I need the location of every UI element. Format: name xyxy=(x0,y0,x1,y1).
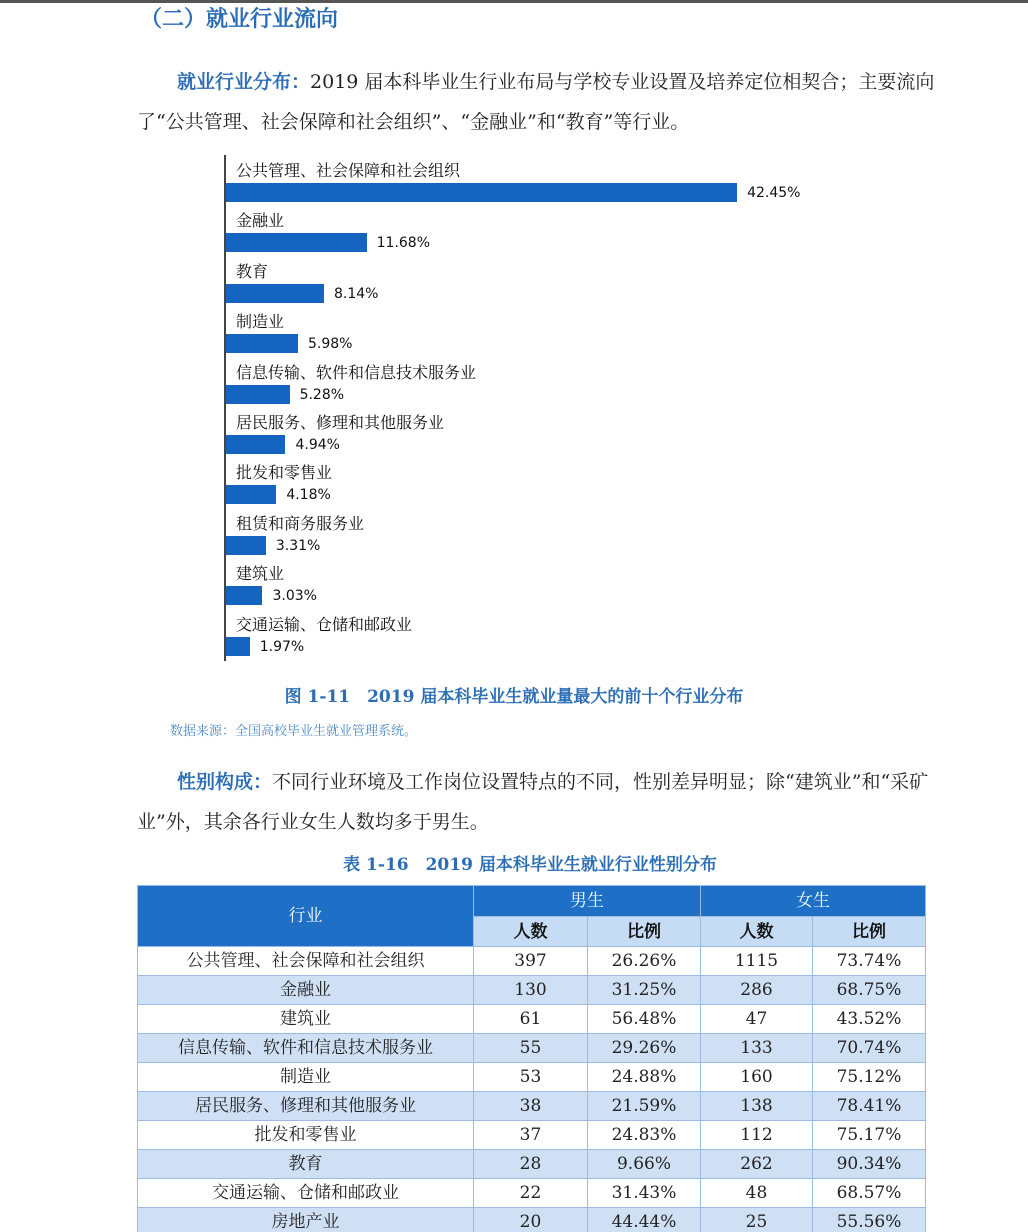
category-label: 批发和零售业 xyxy=(236,463,333,483)
table-row xyxy=(138,1150,926,1179)
bar xyxy=(226,485,276,504)
data-label: 11.68% xyxy=(376,235,431,252)
male-count-cell: 28 xyxy=(474,1150,588,1179)
chart-axis xyxy=(224,155,226,661)
male-ratio-cell: 24.88% xyxy=(588,1063,701,1092)
male-ratio-cell: 21.59% xyxy=(588,1092,701,1121)
male-count-cell: 20 xyxy=(474,1208,588,1232)
industry-cell: 批发和零售业 xyxy=(138,1121,474,1150)
male-count-cell: 53 xyxy=(474,1063,588,1092)
male-ratio-cell: 29.26% xyxy=(588,1034,701,1063)
category-label: 居民服务、修理和其他服务业 xyxy=(236,413,445,432)
section-heading: （二）就业行业流向 xyxy=(140,7,339,32)
male-ratio-cell: 31.43% xyxy=(588,1179,701,1208)
female-count-cell: 112 xyxy=(701,1121,813,1150)
bar xyxy=(226,385,290,404)
table-row xyxy=(138,1034,926,1063)
table-row xyxy=(138,1092,926,1121)
category-label: 教育 xyxy=(236,261,269,281)
female-count-cell: 262 xyxy=(701,1150,813,1179)
male-count-cell: 22 xyxy=(474,1179,588,1208)
data-label: 3.31% xyxy=(275,537,321,554)
header-female: 女生 xyxy=(701,886,926,917)
female-ratio-cell: 55.56% xyxy=(813,1208,926,1232)
male-count-cell: 397 xyxy=(474,947,588,976)
data-label: 5.98% xyxy=(307,336,353,353)
header-male-ratio: 比例 xyxy=(588,917,701,947)
header-industry: 行业 xyxy=(138,886,474,947)
data-label: 8.14% xyxy=(334,285,379,302)
industry-cell: 公共管理、社会保障和社会组织 xyxy=(138,947,474,976)
bar xyxy=(226,233,367,252)
male-ratio-cell: 56.48% xyxy=(588,1005,701,1034)
category-label: 金融业 xyxy=(236,211,285,231)
female-ratio-cell: 43.52% xyxy=(813,1005,926,1034)
industry-cell: 建筑业 xyxy=(138,1005,474,1034)
female-count-cell: 160 xyxy=(701,1063,813,1092)
male-count-cell: 61 xyxy=(474,1005,588,1034)
data-label: 42.45% xyxy=(747,185,801,201)
male-ratio-cell: 9.66% xyxy=(588,1150,701,1179)
figure-caption: 图 1-11 2019 届本科毕业生就业量最大的前十个行业分布 xyxy=(284,687,744,707)
header-female-ratio: 比例 xyxy=(813,917,926,947)
industry-cell: 制造业 xyxy=(138,1063,474,1092)
female-count-cell: 138 xyxy=(701,1092,813,1121)
table-row xyxy=(138,1179,926,1208)
bar xyxy=(226,183,737,202)
female-ratio-cell: 75.17% xyxy=(813,1121,926,1150)
table-row xyxy=(138,947,926,976)
male-ratio-cell: 24.83% xyxy=(588,1121,701,1150)
table-row xyxy=(138,1063,926,1092)
industry-cell: 金融业 xyxy=(138,976,474,1005)
bar xyxy=(226,637,250,656)
male-count-cell: 130 xyxy=(474,976,588,1005)
male-count-cell: 38 xyxy=(474,1092,588,1121)
female-count-cell: 25 xyxy=(701,1208,813,1232)
data-source: 数据来源：全国高校毕业生就业管理系统。 xyxy=(170,724,418,739)
table-row xyxy=(138,1121,926,1150)
industry-cell: 教育 xyxy=(138,1150,474,1179)
female-count-cell: 286 xyxy=(701,976,813,1005)
bar xyxy=(226,586,262,605)
female-count-cell: 47 xyxy=(701,1005,813,1034)
paragraph-text: 2019 届本科毕业生行业布局与学校专业设置及培养定位相契合；主要流向了“公共管理、社会保障和社会组织”、“金融业”和“教育”等行业。 xyxy=(137,71,935,133)
data-label: 4.94% xyxy=(295,437,340,453)
gender-paragraph xyxy=(137,762,937,842)
female-count-cell: 48 xyxy=(701,1179,813,1208)
female-ratio-cell: 70.74% xyxy=(813,1034,926,1063)
table-row xyxy=(138,976,926,1005)
category-label: 建筑业 xyxy=(236,564,285,584)
industry-cell: 居民服务、修理和其他服务业 xyxy=(138,1092,474,1121)
industry-cell: 房地产业 xyxy=(138,1208,474,1232)
table-caption: 表 1-16 2019 届本科毕业生就业行业性别分布 xyxy=(343,855,717,875)
bar xyxy=(226,435,285,454)
data-label: 5.28% xyxy=(299,386,345,403)
paragraph-keyword: 就业行业分布： xyxy=(177,71,311,93)
data-label: 3.03% xyxy=(272,588,317,605)
male-ratio-cell: 31.25% xyxy=(588,976,701,1005)
category-label: 租赁和商务服务业 xyxy=(236,513,365,533)
industry-cell: 信息传输、软件和信息技术服务业 xyxy=(138,1034,474,1063)
bar xyxy=(226,536,266,555)
female-ratio-cell: 75.12% xyxy=(813,1063,926,1092)
female-count-cell: 1115 xyxy=(701,947,813,976)
table-row xyxy=(138,1005,926,1034)
female-ratio-cell: 78.41% xyxy=(813,1092,926,1121)
data-label: 1.97% xyxy=(259,638,305,655)
category-label: 公共管理、社会保障和社会组织 xyxy=(236,161,461,180)
category-label: 制造业 xyxy=(236,312,285,332)
gender-table xyxy=(137,885,926,1232)
category-label: 信息传输、软件和信息技术服务业 xyxy=(236,362,477,382)
male-ratio-cell: 26.26% xyxy=(588,947,701,976)
paragraph-text: 不同行业环境及工作岗位设置特点的不同，性别差异明显；除“建筑业”和“采矿业”外，其余各行业女生人数均多于男生。 xyxy=(137,771,929,833)
bar xyxy=(226,334,298,353)
table-row xyxy=(138,1208,926,1232)
industry-cell: 交通运输、仓储和邮政业 xyxy=(138,1179,474,1208)
female-ratio-cell: 68.57% xyxy=(813,1179,926,1208)
header-female-count: 人数 xyxy=(701,917,813,947)
header-male-count: 人数 xyxy=(474,917,588,947)
category-label: 交通运输、仓储和邮政业 xyxy=(236,614,413,634)
bar xyxy=(226,284,324,303)
header-male: 男生 xyxy=(474,886,701,917)
female-ratio-cell: 90.34% xyxy=(813,1150,926,1179)
male-count-cell: 37 xyxy=(474,1121,588,1150)
male-count-cell: 55 xyxy=(474,1034,588,1063)
male-ratio-cell: 44.44% xyxy=(588,1208,701,1232)
female-ratio-cell: 68.75% xyxy=(813,976,926,1005)
paragraph-keyword: 性别构成： xyxy=(177,771,273,793)
female-count-cell: 133 xyxy=(701,1034,813,1063)
data-label: 4.18% xyxy=(286,487,331,504)
female-ratio-cell: 73.74% xyxy=(813,947,926,976)
